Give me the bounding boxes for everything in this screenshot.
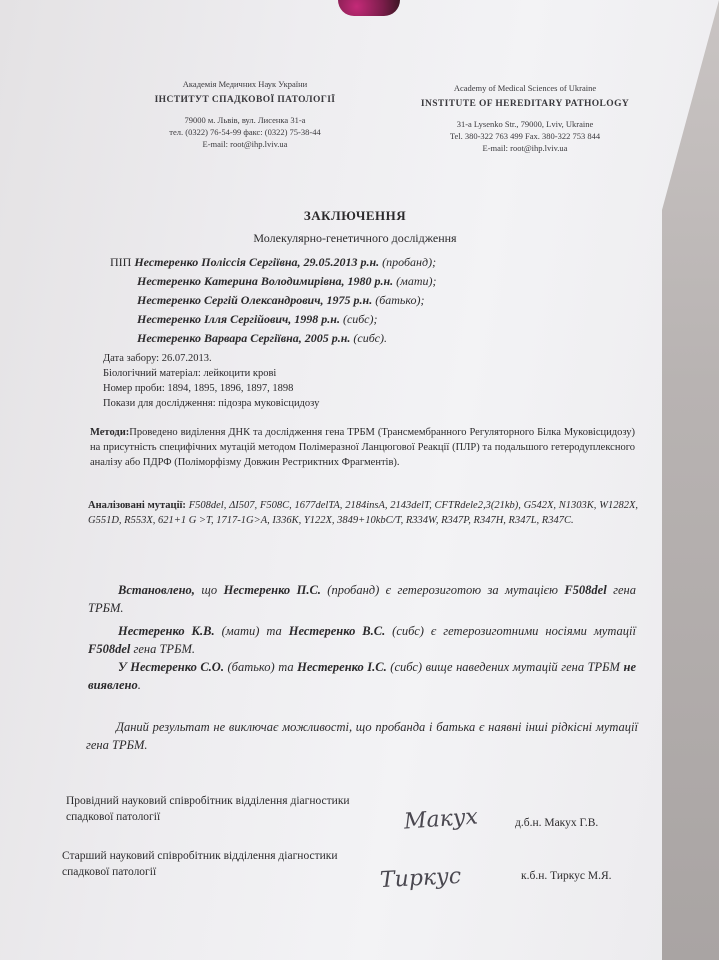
- conclusion-note: [86, 718, 638, 754]
- conclusion-mutation: F508del: [88, 642, 131, 656]
- email-ua: E-mail: root@ihp.lviv.ua: [202, 139, 288, 149]
- flower-decoration: [338, 0, 400, 16]
- phones-en: Tel. 380-322 763 499 Fax. 380-322 753 844: [449, 131, 601, 141]
- mutations-text: F508del, ΔI507, F508C, 1677delTA, 2184insA, 2143delT, CFTRdele2,3(21kb), G542X, N1303K, W1282X, G551D, R553X, 621+1 G >T, 1717-1G>A, I336K, Y122X, 3849+10kbC/T, R334W, R347P, R347H, R347L, R347C.: [88, 500, 638, 526]
- phones-ua: тел. (0322) 76-54-99 факс: (0322) 75-38-44: [169, 127, 321, 137]
- conclusion-2: [88, 622, 636, 658]
- address-ua: 79000 м. Львів, вул. Лисенка 31-а: [184, 115, 306, 125]
- patient-role: (сибс);: [342, 312, 378, 326]
- conclusion-text: У: [118, 660, 131, 674]
- letterhead-right: [400, 82, 650, 154]
- methods-label: Методи:: [90, 427, 130, 438]
- conclusion-text: що: [194, 583, 224, 597]
- conclusion-keyword: Встановлено,: [118, 583, 195, 597]
- patient-name: Нестеренко Катерина Володимирівна, 1980 р.н.: [137, 274, 394, 288]
- patient-row: [110, 272, 436, 291]
- conclusion-text: (мати) та: [214, 624, 289, 638]
- patients-list: [110, 253, 436, 348]
- conclusion-person: Нестеренко В.С.: [288, 624, 386, 638]
- academy-en: Academy of Medical Sciences of Ukraine: [453, 83, 597, 93]
- conclusion-1: [88, 581, 636, 617]
- institute-ua: ІНСТИТУТ СПАДКОВОЇ ПАТОЛОГІЇ: [154, 95, 336, 105]
- academy-ua: Академія Медичних Наук України: [182, 79, 308, 89]
- patient-role: (батько);: [375, 293, 425, 307]
- patient-row: [110, 329, 436, 348]
- mutations-section: [88, 498, 638, 528]
- patient-name: Нестеренко Сергій Олександрович, 1975 р.н.: [137, 293, 373, 307]
- signer-2-name: к.б.н. Тиркус М.Я.: [521, 870, 612, 882]
- conclusion-text: .: [137, 678, 141, 692]
- conclusion-mutation: F508del: [564, 583, 607, 597]
- patient-row: [110, 310, 436, 329]
- patient-name: Нестеренко Ілля Сергійович, 1998 р.н.: [137, 312, 340, 326]
- mutations-label: Аналізовані мутації:: [88, 500, 186, 511]
- conclusion-person: Нестеренко І.С.: [297, 660, 387, 674]
- conclusion-note-text: Даний результат не виключає можливості, що пробанда і батька є наявні інші рідкісні мутації гена ТРБМ.: [86, 720, 638, 752]
- sample-indication: Покази для дослідження: підозра муковісцидозу: [103, 398, 320, 409]
- conclusion-person: Нестеренко П.С.: [223, 583, 321, 597]
- conclusion-text: (пробанд) є гетерозиготою за мутацією: [320, 583, 565, 597]
- conclusion-text: (сибс) вище наведених мутацій гена ТРБМ: [386, 660, 624, 674]
- sample-info: [103, 351, 319, 411]
- signer-2-position: Старший науковий співробітник відділення діагностики спадкової патології: [62, 850, 338, 878]
- conclusion-3: [88, 658, 636, 694]
- pib-label: ПІП: [110, 255, 132, 269]
- methods-text: Проведено виділення ДНК та дослідження гена ТРБМ (Трансмембранного Регуляторного Білка Муковісцидозу) на присутність специфічних мутацій методом Полімеразної Ланцюгової Реакції (ПЛР) та подальшого гетеродуплексного аналізу або ПДРФ (Поліморфізму Довжин Рестриктних Фрагментів).: [90, 427, 635, 468]
- signature-1: Макух: [403, 804, 479, 835]
- methods-section: [90, 425, 635, 470]
- patient-role: (пробанд);: [382, 255, 437, 269]
- patient-name: Нестеренко Поліссія Сергіївна, 29.05.2013 р.н.: [134, 255, 380, 269]
- signer-1-position: Провідний науковий співробітник відділення діагностики спадкової патології: [66, 795, 350, 823]
- email-en: E-mail: root@ihp.lviv.ua: [482, 143, 568, 153]
- signer-1-name: д.б.н. Макух Г.В.: [515, 817, 599, 829]
- sample-numbers: Номер проби: 1894, 1895, 1896, 1897, 1898: [103, 383, 294, 394]
- address-en: 31-a Lysenko Str., 79000, Lviv, Ukraine: [456, 119, 594, 129]
- conclusion-text: гена ТРБМ.: [130, 642, 195, 656]
- sample-material: Біологічний матеріал: лейкоцити крові: [103, 368, 277, 379]
- institute-en: INSTITUTE OF HEREDITARY PATHOLOGY: [420, 99, 630, 109]
- signature-2: Тиркус: [379, 863, 462, 894]
- patient-row: [110, 291, 436, 310]
- conclusion-result: не виявлено: [88, 660, 636, 692]
- document-subtitle: Молекулярно-генетичного дослідження: [253, 231, 457, 245]
- patient-row: [110, 253, 436, 272]
- sample-date: Дата забору: 26.07.2013.: [103, 353, 212, 364]
- patient-role: (мати);: [396, 274, 437, 288]
- document-title: ЗАКЛЮЧЕННЯ: [303, 208, 407, 223]
- conclusion-text: (батько) та: [223, 660, 298, 674]
- conclusion-text: гена ТРБМ.: [88, 583, 636, 615]
- conclusion-text: (сибс) є гетерозиготними носіями мутації: [385, 624, 636, 638]
- letterhead-left: [120, 78, 370, 150]
- conclusion-person: Нестеренко К.В.: [118, 624, 215, 638]
- conclusion-person: Нестеренко С.О.: [130, 660, 224, 674]
- patient-role: (сибс).: [353, 331, 387, 345]
- patient-name: Нестеренко Варвара Сергіївна, 2005 р.н.: [137, 331, 351, 345]
